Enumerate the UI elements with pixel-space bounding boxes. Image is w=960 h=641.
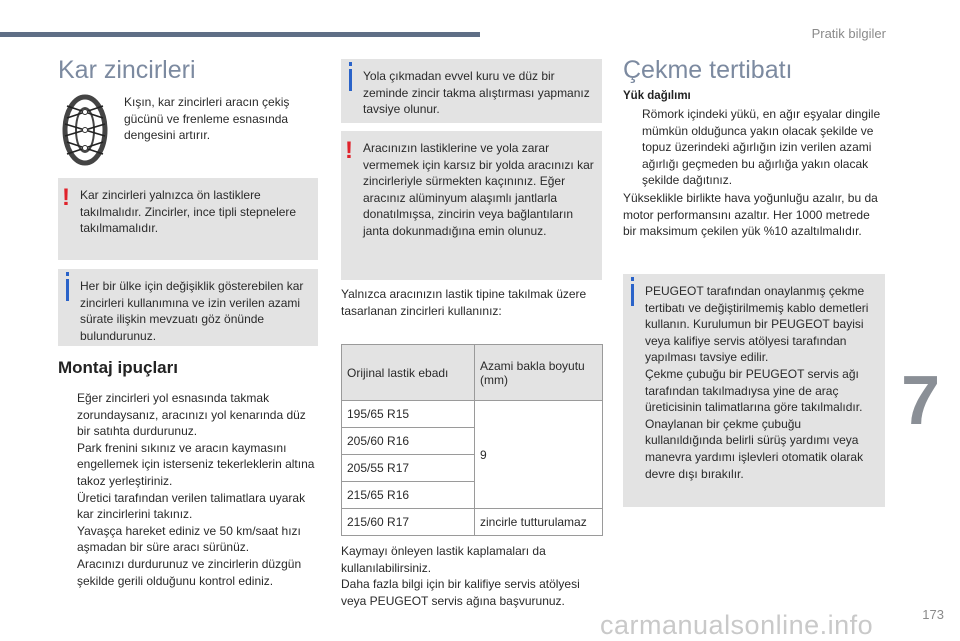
col-header-tyre-size: Orijinal lastik ebadı	[342, 345, 475, 401]
practice-info-box	[341, 59, 602, 123]
table-row	[342, 401, 603, 428]
table-intro: Yalnızca aracınızın lastik tipine takılmak üzere tasarlanan zincirleri kullanınız:	[341, 287, 587, 318]
page-title: Kar zincirleri	[58, 56, 196, 84]
table-row	[342, 509, 603, 536]
chapter-number: 7	[901, 361, 940, 439]
chain-size-table	[341, 344, 603, 536]
list-item: Römork içindeki yükü, en ağır eşyalar dingile mümkün olduğunca yakın olacak şekilde ve topuz üzerindeki ağırlığın izin verilen azami ağırlığı geçmeden bu ağırlığa yakın olacak şekilde dağıtınız.	[642, 107, 881, 188]
footnote-text: Kaymayı önleyen lastik kaplamaları da kullanılabilirsiniz. Daha fazla bilgi için bir kalifiye servis atölyesi veya PEUGEOT servis ağına başvurunuz.	[341, 544, 580, 608]
towbar-info-text: PEUGEOT tarafından onaylanmış çekme tertibatı ve değiştirilmemiş kablo demetleri kullanın. Kurulumun bir PEUGEOT bayisi veya kalifiye servis atölyesi tarafından yapılması tavsiye edilir. Çekme çubuğu bir PEUGEOT servis ağı tarafından takılmadıysa yine de araç üreticisinin talimatlarına göre takılmalıdır. Onaylanan bir çekme çubuğu kullanıldığında belirli sürüş yardımı veya manevra yardımı işlevleri otomatik olarak devre dışı bırakılır.	[645, 284, 869, 481]
load-list	[623, 106, 885, 189]
tips-heading: Montaj ipuçları	[58, 358, 178, 377]
watermark: carmanualsonline.info	[600, 610, 874, 640]
tyre-size-cell: 195/65 R15	[342, 401, 475, 428]
info-box	[58, 269, 318, 346]
towbar-info-box	[623, 274, 885, 507]
load-distribution-heading: Yük dağılımı	[623, 90, 691, 102]
table-header-row	[342, 345, 603, 401]
header-bar	[0, 32, 480, 37]
list-item: Yavaşça hareket ediniz ve 50 km/saat hızı aşmadan bir süre aracı sürünüz.	[77, 523, 301, 555]
tyre-size-cell: 215/65 R16	[342, 482, 475, 509]
warning-icon: !	[62, 184, 70, 211]
link-size-cell: zincirle tutturulamaz	[475, 509, 603, 536]
altitude-text: Yükseklikle birlikte hava yoğunluğu azalır, bu da motor performansını azaltır. Her 1000 metrede bir maksimum çekilen yük %10 azaltılmalıdır.	[623, 191, 878, 239]
warning-box	[58, 178, 318, 260]
tips-list	[58, 390, 316, 589]
info-text: Her bir ülke için değişiklik gösterebilen kar zincirleri kullanımına ve izin verilen azami sürate ilişkin mevzuatı göz önünde bulundurunuz.	[80, 279, 304, 343]
intro-text: Kışın, kar zincirleri aracın çekiş gücünü ve frenleme esnasında dengesini artırır.	[124, 95, 290, 143]
list-item: Park frenini sıkınız ve aracın kaymasını engellemek için isterseniz tekerleklerin altına takoz yerleştiriniz.	[77, 440, 315, 488]
link-size-cell: 9	[475, 401, 603, 509]
tyre-size-cell: 215/60 R17	[342, 509, 475, 536]
col-header-link-size: Azami bakla boyutu (mm)	[475, 345, 603, 401]
section-title: Pratik bilgiler	[811, 26, 886, 41]
warning-icon: !	[345, 137, 353, 164]
towing-title: Çekme tertibatı	[623, 56, 793, 84]
warning-text: Kar zincirleri yalnızca ön lastiklere takılmalıdır. Zincirler, ince tipli stepnelere takılmamalıdır.	[80, 188, 297, 236]
practice-info-text: Yola çıkmadan evvel kuru ve düz bir zeminde zincir takma alıştırması yapmanız tavsiye olunur.	[363, 69, 590, 117]
tyre-warning-text: Aracınızın lastiklerine ve yola zarar vermemek için karsız bir yolda aracınızı kar zincirleriyle sürmekten kaçınınız. Eğer aracınız alüminyum alaşımlı jantlarla donatılmışsa, zincirin veya bağlantıların janta dokunmadığına emin olunuz.	[363, 141, 594, 238]
list-item: Aracınızı durdurunuz ve zincirlerin düzgün şekilde gerili olduğunu kontrol ediniz.	[77, 556, 302, 588]
list-item: Üretici tarafından verilen talimatlara uyarak kar zincirlerini takınız.	[77, 490, 306, 522]
tyre-size-cell: 205/60 R16	[342, 428, 475, 455]
list-item: Eğer zincirleri yol esnasında takmak zorundaysanız, aracınızı yol kenarında düz bir satıhta durdurunuz.	[77, 391, 306, 439]
snow-chain-icon	[62, 94, 108, 166]
page-number: 173	[922, 607, 944, 622]
tyre-warning-box	[341, 131, 602, 280]
tyre-size-cell: 205/55 R17	[342, 455, 475, 482]
